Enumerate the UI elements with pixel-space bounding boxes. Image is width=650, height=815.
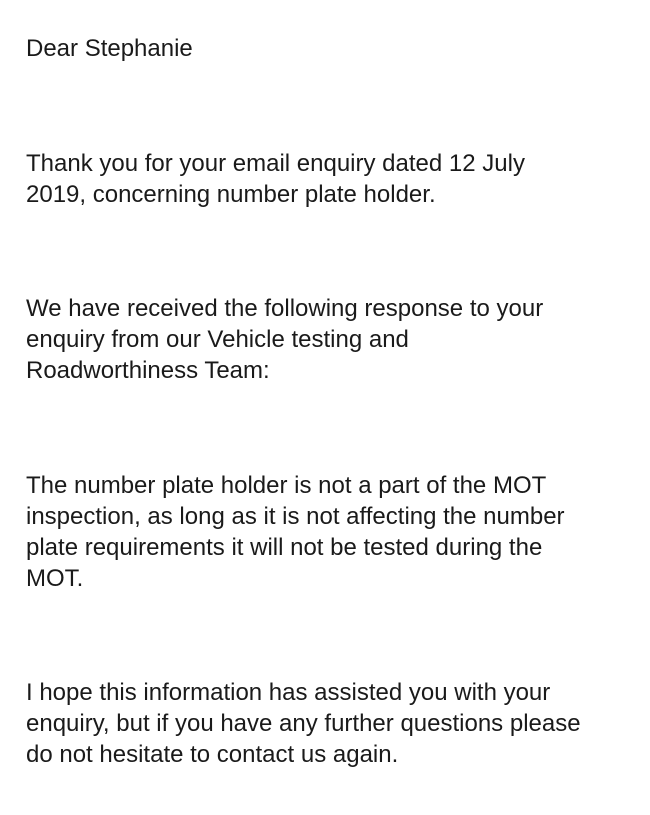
- text-line: Roadworthiness Team:: [26, 357, 270, 384]
- paragraph-closing: [26, 677, 646, 770]
- text-line: Thank you for your email enquiry dated 12 July: [26, 150, 525, 177]
- greeting-text: Dear Stephanie: [26, 35, 193, 62]
- text-line: 2019, concerning number plate holder.: [26, 181, 436, 208]
- text-line: We have received the following response to your: [26, 295, 544, 322]
- paragraph-enquiry: [26, 148, 646, 210]
- text-line: MOT.: [26, 565, 84, 592]
- paragraph-answer: [26, 470, 646, 594]
- text-line: enquiry, but if you have any further questions please: [26, 710, 581, 737]
- paragraph-response: [26, 293, 646, 386]
- text-line: inspection, as long as it is not affecting the number: [26, 503, 565, 530]
- text-line: plate requirements it will not be tested during the: [26, 534, 543, 561]
- text-line: The number plate holder is not a part of the MOT: [26, 472, 547, 499]
- greeting: [26, 33, 646, 64]
- text-line: I hope this information has assisted you with your: [26, 679, 551, 706]
- text-line: enquiry from our Vehicle testing and: [26, 326, 409, 353]
- text-line: do not hesitate to contact us again.: [26, 741, 399, 768]
